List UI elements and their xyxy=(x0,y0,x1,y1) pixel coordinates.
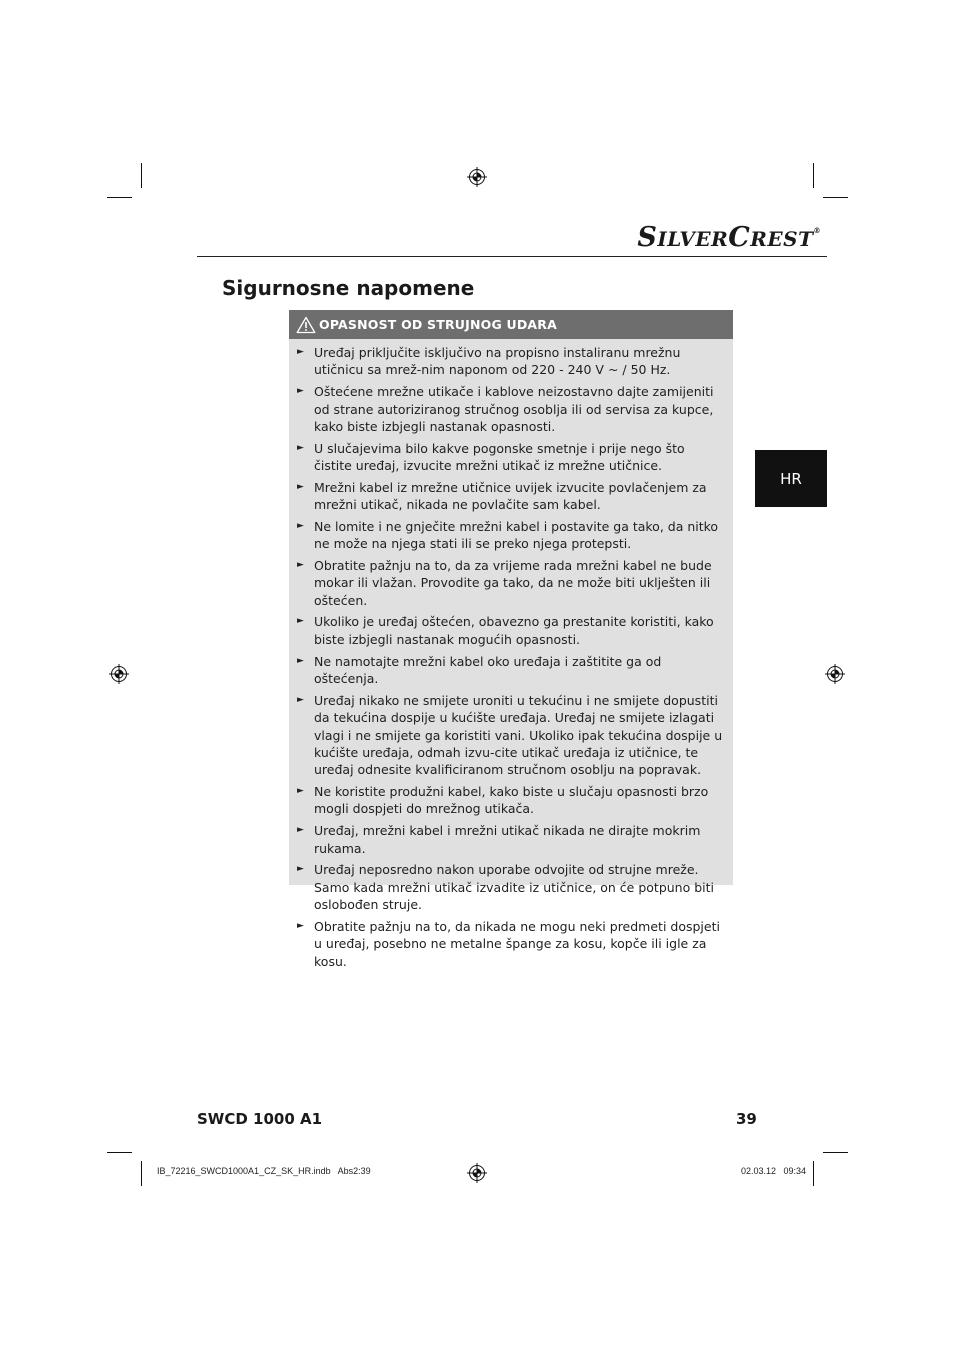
bullet-arrow-icon: ► xyxy=(297,442,304,453)
header-rule xyxy=(197,256,827,257)
list-item: ► Ukoliko je uređaj oštećen, obavezno ga prestanite koristiti, kako biste izbjegli nastanak mogućih opasnosti. xyxy=(297,614,714,647)
print-slug-file: IB_72216_SWCD1000A1_CZ_SK_HR.indb Abs2:39 xyxy=(157,1166,371,1176)
crop-mark xyxy=(813,163,814,188)
list-item: ► Obratite pažnju na to, da nikada ne mogu neki predmeti dospjeti u uređaj, posebno ne metalne špange za kosu, kopče ili igle za kosu. xyxy=(297,918,720,969)
page-number: 39 xyxy=(736,1110,757,1128)
page-title: Sigurnosne napomene xyxy=(222,276,475,300)
bullet-arrow-icon: ► xyxy=(297,825,304,836)
list-item: ► Uređaj, mrežni kabel i mrežni utikač nikada ne dirajte mokrim rukama. xyxy=(297,823,701,856)
bullet-arrow-icon: ► xyxy=(297,694,304,705)
warning-triangle-icon xyxy=(296,316,316,334)
bullet-arrow-icon: ► xyxy=(297,386,304,397)
bullet-arrow-icon: ► xyxy=(297,559,304,570)
list-item: ► Ne namotajte mrežni kabel oko uređaja i zaštitite ga od oštećenja. xyxy=(297,653,662,686)
crop-mark xyxy=(141,1161,142,1186)
list-item: ► Uređaj neposredno nakon uporabe odvojite od strujne mreže. Samo kada mrežni utikač izvadite iz utičnice, on će potpuno biti oslobođen struje. xyxy=(297,862,715,913)
bullet-arrow-icon: ► xyxy=(297,520,304,531)
registration-mark-icon xyxy=(467,1163,487,1183)
registration-mark-icon xyxy=(467,167,487,187)
print-slug-datetime: 02.03.12 09:34 xyxy=(740,1166,806,1176)
crop-mark xyxy=(823,197,848,198)
list-item: ► Ne koristite produžni kabel, kako biste u slučaju opasnosti brzo mogli dospjeti do mrežnog utikača. xyxy=(297,784,709,817)
language-tab: HR xyxy=(755,450,827,507)
crop-mark xyxy=(107,197,132,198)
bullet-arrow-icon: ► xyxy=(297,616,304,627)
warning-box-heading xyxy=(289,310,733,339)
bullet-arrow-icon: ► xyxy=(297,920,304,931)
list-item: ► Oštećene mrežne utikače i kablove neizostavno dajte zamijeniti od strane autoriziranog stručnog osoblja ili od servisa za kupce, kako biste izbjegli nastanak opasnosti. xyxy=(297,384,714,434)
list-item: ► Uređaj nikako ne smijete uroniti u tekućinu i ne smijete dopustiti da tekućina dospije u kućište uređaja. Uređaj ne smijete izlagati vlagi i ne smijete ga koristiti vani. Ukoliko ipak tekućina dospije u kućište uređaja, odmah izvu-cite utikač uređaja iz utičnice, te uređaj odnesite kvalificiranom stručnom osoblju na popravak. xyxy=(297,692,723,778)
warning-list xyxy=(289,339,733,970)
bullet-arrow-icon: ► xyxy=(297,786,304,797)
crop-mark xyxy=(141,163,142,188)
model-name: SWCD 1000 A1 xyxy=(197,1110,323,1128)
crop-mark xyxy=(823,1152,848,1153)
list-item: ► U slučajevima bilo kakve pogonske smetnje i prije nego što čistite uređaj, izvucite mrežni utikač iz mrežne utičnice. xyxy=(297,440,685,474)
list-item: ► Ne lomite i ne gnječite mrežni kabel i postavite ga tako, da nitko ne može na njega stati ili se preko njega protepsti. xyxy=(297,518,719,552)
bullet-arrow-icon: ► xyxy=(297,481,304,492)
crop-mark xyxy=(107,1152,132,1153)
warning-heading-text: OPASNOST OD STRUJNOG UDARA xyxy=(319,317,557,332)
list-item: ► Uređaj priključite isključivo na propisno instaliranu mrežnu utičnicu sa mrež-nim naponom od 220 - 240 V ~ / 50 Hz. xyxy=(297,345,681,378)
brand-logo: SILVERCREST® xyxy=(637,222,821,253)
registration-mark-icon xyxy=(109,664,129,684)
list-item: ► Mrežni kabel iz mrežne utičnice uvijek izvucite povlačenjem za mrežni utikač, nikada ne povlačite sam kabel. xyxy=(297,479,707,513)
bullet-arrow-icon: ► xyxy=(297,864,304,875)
bullet-arrow-icon: ► xyxy=(297,347,304,357)
list-item: ► Obratite pažnju na to, da za vrijeme rada mrežni kabel ne bude mokar ili vlažan. Provodite ga tako, da ne može biti uklješten ili oštećen. xyxy=(297,557,712,608)
warning-box xyxy=(289,310,733,969)
bullet-arrow-icon: ► xyxy=(297,655,304,666)
crop-mark xyxy=(813,1161,814,1186)
registration-mark-icon xyxy=(825,664,845,684)
